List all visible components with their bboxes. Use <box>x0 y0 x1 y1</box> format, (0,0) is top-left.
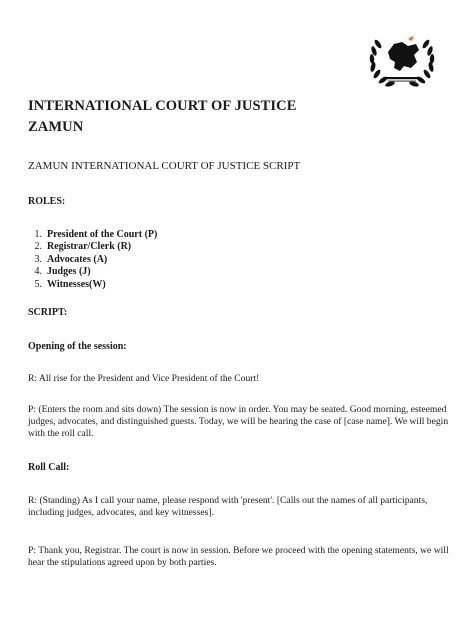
list-item-number: 3. <box>34 253 42 265</box>
list-item-text: Judges (J) <box>47 266 91 278</box>
list-item-number: 2. <box>34 241 42 253</box>
list-item <box>28 279 157 291</box>
list-item <box>28 241 157 253</box>
document-subtitle: ZAMUN INTERNATIONAL COURT OF JUSTICE SCRIPT <box>28 160 301 172</box>
list-item-text: Advocates (A) <box>47 253 108 265</box>
roles-list <box>28 229 157 291</box>
list-item-text: President of the Court (P) <box>47 229 158 240</box>
roles-heading: ROLES: <box>28 196 66 207</box>
opening-session-heading: Opening of the session: <box>28 341 127 352</box>
list-item-text: Witnesses(W) <box>47 278 106 290</box>
list-item-text: Registrar/Clerk (R) <box>47 241 132 253</box>
document-title-line2: ZAMUN <box>28 119 84 135</box>
document-title-line1: INTERNATIONAL COURT OF JUSTICE <box>28 98 297 114</box>
opening-registrar-line: R: All rise for the President and Vice President of the Court! <box>28 373 260 384</box>
roll-call-heading: Roll Call: <box>28 462 70 473</box>
list-item-number: 4. <box>34 266 42 278</box>
script-heading: SCRIPT: <box>28 307 68 318</box>
list-item-number: 1. <box>34 229 42 240</box>
rollcall-registrar-line: R: (Standing) As I call your name, please respond with 'present'. [Calls out the names of all participants, including judges, advocates, and key witnesses]. <box>28 495 428 519</box>
laurel-map-emblem-icon <box>364 22 440 98</box>
rollcall-president-line: P: Thank you, Registrar. The court is now in session. Before we proceed with the opening statements, we will hear the stipulations agreed upon by both parties. <box>28 545 449 569</box>
list-item <box>28 266 157 278</box>
list-item <box>28 254 157 266</box>
opening-president-line: P: (Enters the room and sits down) The session is now in order. You may be seated. Good morning, esteemed judges, advocates, and distinguished guests. Today, we will be hearing the case of [case name]. We will begin with the roll call. <box>28 404 449 440</box>
list-item <box>28 229 157 241</box>
list-item-number: 5. <box>34 278 42 290</box>
